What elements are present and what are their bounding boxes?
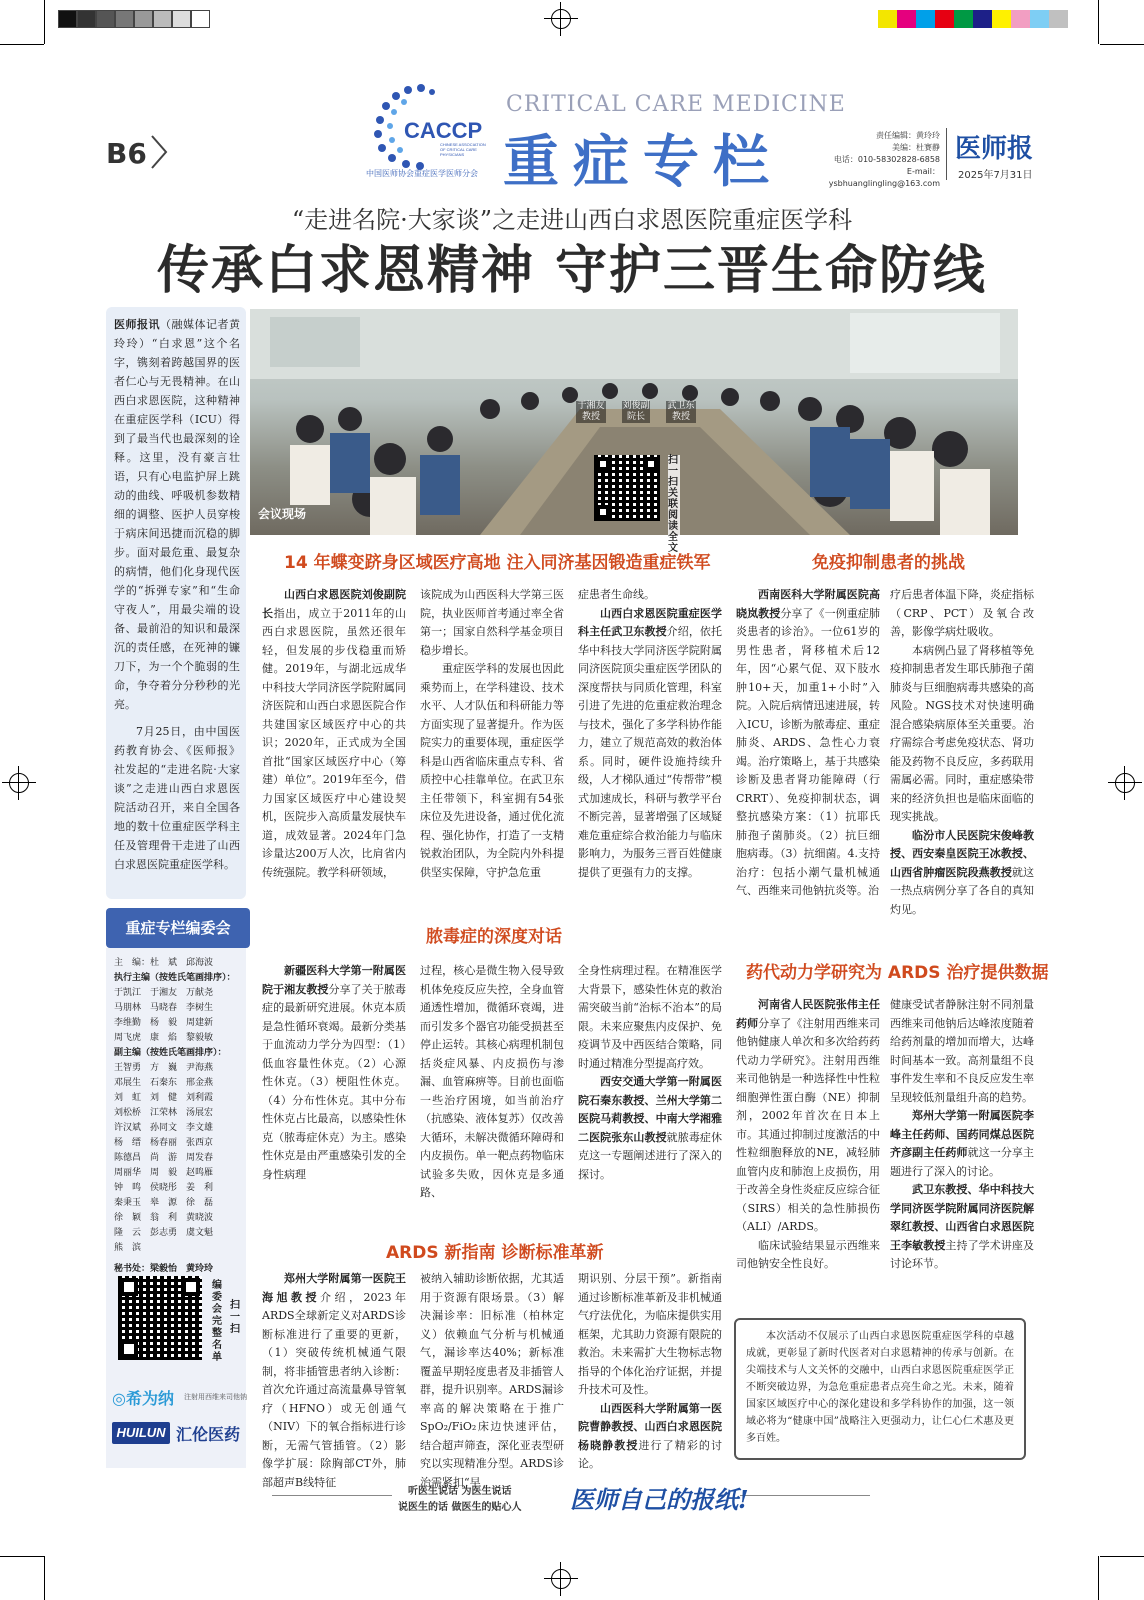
- paragraph: 西安交通大学第一附属医院石秦东教授、兰州大学第二医院马莉教授、中南大学湘雅二医院张东山教授就脓毒症休克这一专题阐述进行了深入的探讨。: [578, 1075, 723, 1181]
- committee-qr-caption-b: 编委会完整名单: [212, 1280, 222, 1363]
- committee-line: 钟 鸣 侯晓彤 姜 利: [114, 1183, 214, 1193]
- grayscale-calibration-strip: [58, 10, 210, 28]
- committee-line: 许汉斌 孙同文 李文雄: [114, 1123, 214, 1133]
- photo-label: 刘俊副院长: [622, 401, 650, 422]
- s3-column-3: [578, 962, 722, 1230]
- paragraph: 健康受试者静脉注射不同剂量西维来司他钠后达峰浓度随着给药剂量的增加而增大，达峰时间基本一致。高剂量组不良事件发生率和不良反应发生率呈现较低剂量组升高的趋势。: [890, 998, 1034, 1104]
- s2-column-1: [736, 586, 880, 922]
- trim-mark: [1098, 0, 1099, 44]
- paragraph: 疗后患者体温下降，炎症指标（CRP、PCT）及氧合改善，影像学病灶吸收。: [890, 588, 1034, 638]
- article-qr-caption: 扫一扫关联阅读全文: [668, 455, 678, 554]
- color-calibration-strip: [878, 10, 1068, 28]
- photo-caption: 会议现场: [258, 507, 307, 521]
- trim-mark: [44, 0, 45, 44]
- footer-motto: 听医生说话 为医生说话 说医生的话 做医生的贴心人: [398, 1486, 522, 1513]
- chevron-right-icon: [150, 134, 168, 170]
- paragraph: 期识别、分层干预”。新指南通过诊断标准革新及非机械通气疗法优化，为临床提供实用框架，尤其助力资源有限院的救治。未来需扩大生物标志物指导的个体化治疗证据，并提升技术可及性。: [578, 1272, 722, 1396]
- meeting-photo: [250, 309, 1018, 554]
- footer-rule: [740, 1495, 870, 1496]
- section-title-3: 脓毒症的深度对话: [426, 927, 562, 947]
- svg-text:PHYSICIANS: PHYSICIANS: [440, 152, 465, 157]
- committee-line: 李维勤 杨 毅 周建新: [114, 1018, 214, 1028]
- paragraph: 山西白求恩医院重症医学科主任武卫东教授介绍，依托华中科技大学同济医学院附属同济医院顶尖重症医学团队的深度帮扶与同质化管理，科室引进了先进的危重症救治理念与技术，强化了多学科协作能力，建立了规范高效的救治体系。同时，硬件设施持续升级，人才梯队通过“传帮带”模式加速成长，科研与教学平台不断完善，显著增强了区域疑难危重症综合救治能力与临床影响力，为服务三晋百姓健康提供了更强有力的支撑。: [578, 606, 723, 879]
- logo-acronym: CACCP: [404, 118, 483, 143]
- photo-label: 于湘友教授: [577, 401, 605, 422]
- sponsor-product: 注射用西维来司他钠: [184, 1393, 247, 1401]
- issue-date: 2025年7月31日: [958, 170, 1033, 181]
- committee-line: 杨 缙 杨春丽 张西京: [114, 1138, 214, 1148]
- section-number: B6: [106, 137, 147, 170]
- registration-mark-bottom: [544, 1562, 578, 1596]
- paragraph: 新疆医科大学第一附属医院于湘友教授分享了关于脓毒症的最新研究进展。休克本质是急性循环衰竭。最新分类基于血流动力学分为四型：（1）低血容量性休克。（2）心源性休克。（3）梗阻性休克。（4）分布性休克。其中分布性休克占比最高，以感染性休克（脓毒症休克）为主。感染性休克是由严重感染引发的全身性病理: [262, 964, 406, 1181]
- committee-tab: 重症专栏编委会: [106, 908, 250, 948]
- intro-paragraph-2: 7月25日，由中国医药教育协会、《医师报》社发起的“走进名院·大家谈”之走进山西白求恩医院活动召开，来自全国各地的数十位重症医学科主任及管理骨干走进了山西白求恩医院重症医学科。: [114, 725, 240, 871]
- paragraph: 临汾市人民医院宋俊峰教授、西安秦皇医院王冰教授、山西省肿瘤医院段燕教授就这一热点病例分享了各自的真知灼见。: [890, 828, 1035, 916]
- photo-label: 武卫东教授: [667, 401, 695, 422]
- trim-mark: [44, 1556, 45, 1600]
- committee-line: 刘 虹 刘 健 刘利霞: [114, 1093, 214, 1103]
- column-title-en: CRITICAL CARE MEDICINE: [506, 92, 846, 117]
- committee-line: 周丽华 周 毅 赵鸣雁: [114, 1168, 214, 1178]
- s1-column-2: [420, 586, 564, 914]
- committee-qr-code[interactable]: [118, 1276, 202, 1360]
- registration-mark-top: [544, 2, 578, 36]
- intro-sidebar: [106, 307, 246, 899]
- committee-line: 熊 滨: [114, 1243, 142, 1253]
- caccp-logo: [366, 82, 486, 178]
- committee-line: 刘松桥 江荣林 汤展宏: [114, 1108, 214, 1118]
- trim-mark: [1098, 1556, 1099, 1600]
- paragraph: 郑州大学附属第一医院王海旭教授介绍，2023年ARDS全球新定义对ARDS诊断标准进行了重要的更新，（1）突破传统机械通气限制，将非插管患者纳入诊断：首次允许通过高流量鼻导管氧疗（HFNO）或无创通气（NIV）下的氧合指标进行诊断，无需气管插管。（2）影像学扩展：除胸部CT外，肺部超声B线特征: [262, 1272, 406, 1489]
- paragraph: 本病例凸显了肾移植等免疫抑制患者发生耶氏肺孢子菌肺炎与巨细胞病毒共感染的高风险。NGS技术对快速明确混合感染病原体至关重要。治疗需综合考虑免疫状态、肾功能及药物不良反应，多药联用需属必需。同时，重症感染带来的经济负担也是临床面临的现实挑战。: [890, 643, 1034, 823]
- intro-paragraph-1: 医师报讯（融媒体记者黄玲玲）“白求恩”这个名字，镌刻着跨越国界的医者仁心与无畏精神。在山西白求恩医院，这种精神在重症医学科（ICU）得到了最当代也最深刻的诠释。这里，没有豪言壮语，只有心电监护屏上跳动的曲线、呼吸机参数精细的调整、医护人员穿梭于病床间迅捷而沉稳的脚步。面对最危重、最复杂的病情，他们化身现代医学的“拆弹专家”和“生命守夜人”，用最尖端的设备、最前沿的知识和最深沉的责任感，在死神的镰刀下，为一个个脆弱的生命，争夺着分分秒秒的光亮。: [114, 318, 240, 711]
- trim-mark: [1100, 44, 1144, 45]
- committee-line: 执行主编（按姓氏笔画排序）：: [114, 973, 236, 983]
- committee-line: 马朋林 马晓春 李树生: [114, 1003, 214, 1013]
- committee-line: 周飞虎 康 焰 黎毅敏: [114, 1033, 214, 1043]
- trim-mark: [0, 1556, 44, 1557]
- s1-column-3: [578, 586, 722, 914]
- paragraph: 过程，核心是微生物入侵导致机体免疫反应失控，全身血管通透性增加，微循环衰竭，进而引发多个器官功能受损甚至停止运转。其核心病理机制包括炎症风暴、内皮损伤与渗漏、血管麻痹等。目前也面临一些治疗困境，如当前治疗（抗感染、液体复苏）仅改善大循环，未解决微循环障碍和内皮损伤。单一靶点药物临床试验多失败，因休克是多通路、: [420, 964, 564, 1199]
- header-divider: [946, 128, 947, 180]
- committee-line: 陈德昌 尚 游 周发春: [114, 1153, 214, 1163]
- committee-line: 王智勇 方 巍 尹海燕: [114, 1063, 214, 1073]
- svg-text:CHINESE ASSOCIATION: CHINESE ASSOCIATION: [440, 142, 486, 147]
- s1-column-1: [262, 586, 406, 914]
- trim-mark: [0, 44, 44, 45]
- committee-line: 秘书处：梁毅怡 黄玲玲: [114, 1264, 214, 1274]
- paragraph: 全身性病理过程。在精准医学大背景下，感染性休克的救治需突破当前“治标不治本”的局限。未来应聚焦内皮保护、免疫调节及中西医结合策略，同时通过精准分型提高疗效。: [578, 964, 722, 1070]
- column-title-cn: 重症专栏: [503, 130, 783, 195]
- s5-column-3: [578, 1270, 723, 1470]
- sponsor-logo-xiweina: ◎希为纳: [112, 1389, 174, 1408]
- paragraph: 西南医科大学附属医院高晓岚教授分享了《一例重症肺炎患者的诊治》。一位61岁的男性患者，肾移植术后12年，因“心累气促、双下肢水肿10+天，加重1+小时”入院。入院后病情迅速进展，转入ICU，诊断为脓毒症、重症肺炎、ARDS、急性心力衰竭。治疗策略上，基于共感染诊断及患者肾功能障碍（行CRRT）、免疫抑制状态，调整抗感染方案：（1）抗耶氏肺孢子菌肺炎。（2）抗巨细胞病毒。（3）抗细菌。4.支持治疗：包括小潮气量机械通气、西维来司他钠抗炎等。治: [736, 588, 881, 897]
- committee-line: 邓展生 石秦东 邢金燕: [114, 1078, 214, 1088]
- committee-line: 主 编：杜 斌 邱海波: [114, 958, 214, 968]
- committee-qr-caption-a: 扫一扫: [230, 1300, 240, 1335]
- section-title-2: 免疫抑制患者的挑战: [812, 553, 965, 573]
- s4-column-2: [890, 996, 1034, 1308]
- newspaper-name: 医师报: [955, 134, 1034, 164]
- section-title-4: 药代动力学研究为 ARDS 治疗提供数据: [746, 963, 1049, 983]
- registration-mark-right: [1108, 766, 1142, 800]
- committee-line: 秦秉玉 皋 源 徐 磊: [114, 1198, 214, 1208]
- footer-rule: [272, 1495, 392, 1496]
- headline-title: 传承白求恩精神 守护三晋生命防线: [156, 241, 988, 301]
- article-qr-code[interactable]: [594, 455, 660, 521]
- paragraph: 郑州大学第一附属医院李峰主任药师、国药同煤总医院齐彦副主任药师就这一分享主题进行了深入的讨论。: [890, 1109, 1035, 1178]
- footer-slogan: 医师自己的报纸!: [570, 1485, 749, 1514]
- s5-column-2: [420, 1270, 564, 1489]
- paragraph: 山西医科大学附属第一医院曹静教授、山西白求恩医院杨晓静教授进行了精彩的讨论。: [578, 1401, 723, 1470]
- logo-org-name: 中国医师协会重症医学医师分会: [366, 169, 478, 178]
- paragraph: 河南省人民医院张伟主任药师分享了《注射用西维来司他钠健康人单次和多次给药药代动力学研究》。注射用西维来司他钠是一种选择性中性粒细胞弹性蛋白酶（NE）抑制剂，2002年首次在日本上市。其通过抑制过度激活的中性粒细胞释放的NE，减轻肺血管内皮和肺泡上皮损伤，用于改善全身性炎症反应综合征（SIRS）相关的急性肺损伤（ALI）/ARDS。: [736, 998, 881, 1233]
- committee-line: 副主编（按姓氏笔画排序）：: [114, 1048, 227, 1058]
- paragraph: 被纳入辅助诊断依据，尤其适用于资源有限场景。（3）解决漏诊率：旧标准（柏林定义）依赖血气分析与机械通气，漏诊率达40%；新标准覆盖早期轻度患者及非插管人群，提升识别率。ARDS漏诊率高的解决策略在于推广SpO₂/FiO₂床边快速评估，结合超声筛查，深化亚表型研究以实现精准分型。ARDS诊治需紧扣“早: [420, 1272, 564, 1489]
- svg-text:OF CRITICAL CARE: OF CRITICAL CARE: [440, 147, 477, 152]
- paragraph: 该院成为山西医科大学第三医院，执业医师首考通过率全省第一；国家自然科学基金项目稳步增长。: [420, 588, 564, 657]
- registration-mark-left: [2, 766, 36, 800]
- paragraph: 症患者生命线。: [578, 588, 655, 601]
- paragraph: 临床试验结果显示西维来司他钠安全性良好。: [736, 1238, 880, 1270]
- sponsor-logo-huilun: HUILUN: [112, 1422, 170, 1444]
- committee-line: 于凯江 于湘友 万献尧: [114, 988, 214, 998]
- s4-column-1: [736, 996, 880, 1308]
- paragraph: 山西白求恩医院刘俊副院长指出，成立于2011年的山西白求恩医院，虽然还很年轻，但发展的步伐稳重而矫健。2019年，与湖北远成华中科技大学同济医学院附属同济医院和山西白求恩医院合作共建国家区域医疗中心的共识；2020年，正式成为全国首批“国家区域医疗中心（筹建）单位”。2019年至今，借力国家区域医疗中心建设契机，医院步入高质量发展快车道，成效显著。2024年门急诊量达200万人次，比肩省内传统强院。教学科研领域，: [262, 588, 407, 879]
- section-title-1: 14 年蝶变跻身区域医疗高地 注入同济基因锻造重症铁军: [284, 553, 711, 573]
- sponsor-name-huilun: 汇伦医药: [176, 1425, 241, 1444]
- s3-column-2: [420, 962, 564, 1230]
- closing-text: 本次活动不仅展示了山西白求恩医院重症医学科的卓越成就，更彰显了新时代医者对白求恩精神的传承与创新。在尖端技术与人文关怀的交融中，山西白求恩医院重症医学正不断突破边界，为急危重症患者点亮生命之光。未来，随着国家区域医疗中心的深化建设和多学科协作的加强，这一领域必将为“健康中国”战略注入更强动力，让仁心仁术惠及更多百姓。: [746, 1331, 1014, 1444]
- editor-info: 责任编辑：黄玲玲 美编：杜赛静 电话：010-58302828-6858 E-mail：ysbhuanglingling@163.com: [828, 131, 940, 188]
- section-title-5: ARDS 新指南 诊断标准革新: [386, 1243, 604, 1263]
- s2-column-2: [890, 586, 1034, 922]
- s3-column-1: [262, 962, 406, 1230]
- closing-box: [734, 1318, 1026, 1460]
- trim-mark: [1100, 1556, 1144, 1557]
- committee-line: 徐 颖 翁 利 黄晓波: [114, 1213, 214, 1223]
- paragraph: 重症医学科的发展也因此乘势而上，在学科建设、技术水平、人才队伍和科研能力等方面实现了显著提升。作为医院实力的重要体现，重症医学科是山西省临床重点专科、省质控中心挂靠单位。在武卫东主任带领下，科室拥有54张床位及先进设备，通过优化流程、强化协作，打造了一支精锐救治团队，为全院内外科提供坚实保障，守护急危重: [420, 662, 564, 879]
- headline-kicker: “走进名院·大家谈”之走进山西白求恩医院重症医学科: [291, 206, 853, 234]
- paragraph: 武卫东教授、华中科技大学同济医学院附属同济医院解翠红教授、山西省白求恩医院王李敏教授主持了学术讲座及讨论环节。: [890, 1183, 1035, 1270]
- committee-line: 隆 云 彭志勇 虞文魁: [114, 1228, 214, 1238]
- s5-column-1: [262, 1270, 406, 1489]
